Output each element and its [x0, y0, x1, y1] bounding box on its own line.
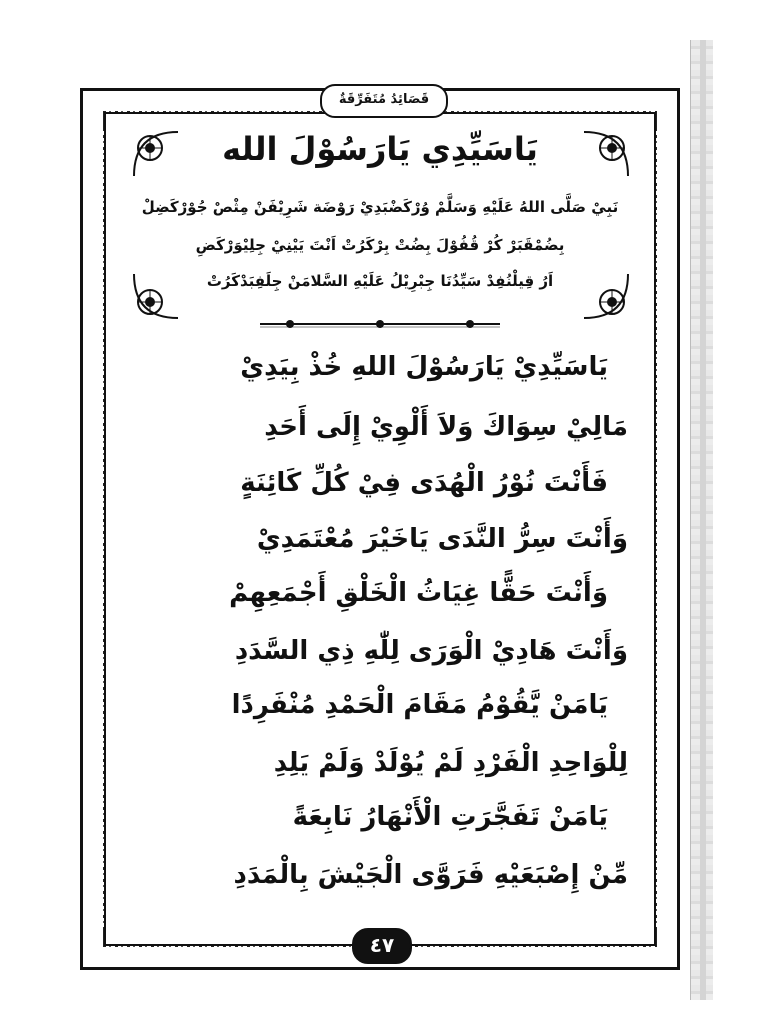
verse-line: مِّنْ إِصْبَعَيْهِ فَرَوَّى الْجَيْشَ بِالْمَدَدِ	[233, 860, 628, 890]
intro-line: اَرُ قِيلْنُفِدْ سَيِّدُنَا جِبْرِيْلُ عَلَيْهِ السَّلامَنْ جِلَفِبَدْكَرُتْ	[206, 272, 554, 290]
page-edge-shadow	[700, 40, 706, 1000]
verse-line: وَأَنْتَ سِرُّ النَّدَى يَاخَيْرَ مُعْتَمَدِيْ	[256, 524, 628, 554]
verse-line: لِلْوَاحِدِ الْفَرْدِ لَمْ يُوْلَدْ وَلَمْ يَلِدِ	[273, 748, 628, 778]
verse-line: يَاسَيِّدِيْ يَارَسُوْلَ اللهِ خُذْ بِيَدِيْ	[240, 352, 608, 382]
verse-line: وَأَنْتَ حَقًّا غِيَاثُ الْخَلْقِ أَجْمَعِهِمْ	[229, 578, 608, 608]
poem-title: يَاسَيِّدِي يَارَسُوْلَ الله	[222, 130, 538, 168]
page-number: ٤٧	[352, 928, 412, 964]
intro-line: نَبِيْ صَلَّى اللهُ عَلَيْهِ وَسَلَّمْ وُرْكَضْبَدِيْ رَوْضَة شَرِيْفَنْ مِثْصْ جُوْرْكَضِلْ	[141, 198, 619, 216]
verse-line: يَامَنْ تَفَجَّرَتِ الْأَنْهَارُ نَابِعَةً	[292, 802, 608, 832]
verse-line: فَأَنْتَ نُوْرُ الْهُدَى فِيْ كُلِّ كَائِنَةٍ	[240, 468, 608, 498]
verse-line: يَامَنْ يَّقُوْمُ مَقَامَ الْحَمْدِ مُنْفَرِدًا	[231, 690, 608, 720]
verse-line: مَالِيْ سِوَاكَ وَلاَ أَلْوِيْ إِلَى أَحَدِ	[264, 412, 628, 442]
section-title-badge: قَصَائِدُ مُتَفَرِّقَةٌ	[320, 84, 448, 118]
intro-line: بِضُمْقَبَرْ كُرْ قُفُوْلَ بِضُتْ بِرْكَرُتْ اَنْتَ يَيْنِيْ جِلِيْوَرْكَضِ	[195, 236, 565, 254]
divider-ornament	[260, 318, 500, 330]
verse-line: وَأَنْتَ هَادِيْ الْوَرَى لِلّٰهِ ذِي السَّدَدِ	[234, 636, 628, 666]
